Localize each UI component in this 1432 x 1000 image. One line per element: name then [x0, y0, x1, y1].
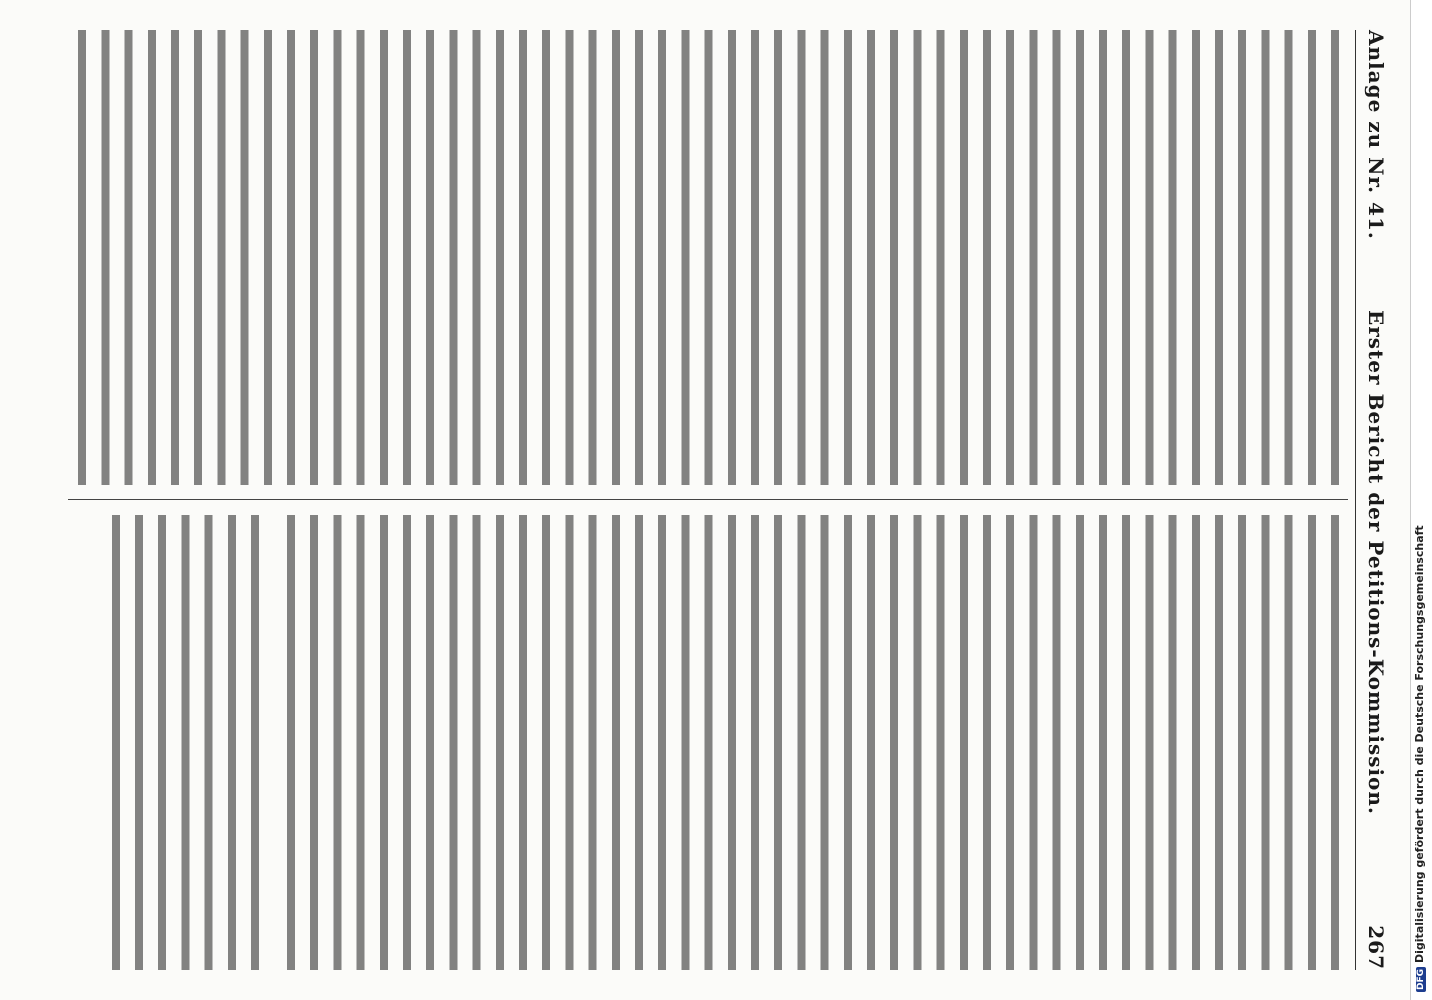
sidebar-credit-text: Digitalisierung gefördert durch die Deutsche Forschungsgemeinschaft: [1413, 525, 1426, 963]
header-rule: [1355, 30, 1356, 970]
page-number: 267: [1364, 925, 1388, 970]
page-header: [1360, 30, 1388, 970]
column-left-text-block: [66, 30, 1346, 485]
header-title: Erster Bericht der Petitions-Kommission.: [1364, 310, 1388, 815]
header-left: Anlage zu Nr. 41.: [1364, 30, 1388, 240]
sidebar: [1410, 0, 1432, 1000]
sidebar-credit: [1413, 12, 1429, 992]
dfg-logo: DFG: [1416, 968, 1426, 990]
column-left: [46, 30, 1346, 485]
column-right-text-block: [286, 515, 1346, 970]
column-divider: [68, 499, 1348, 500]
column-right-signature-block: [106, 515, 266, 970]
column-right: [46, 515, 1346, 970]
